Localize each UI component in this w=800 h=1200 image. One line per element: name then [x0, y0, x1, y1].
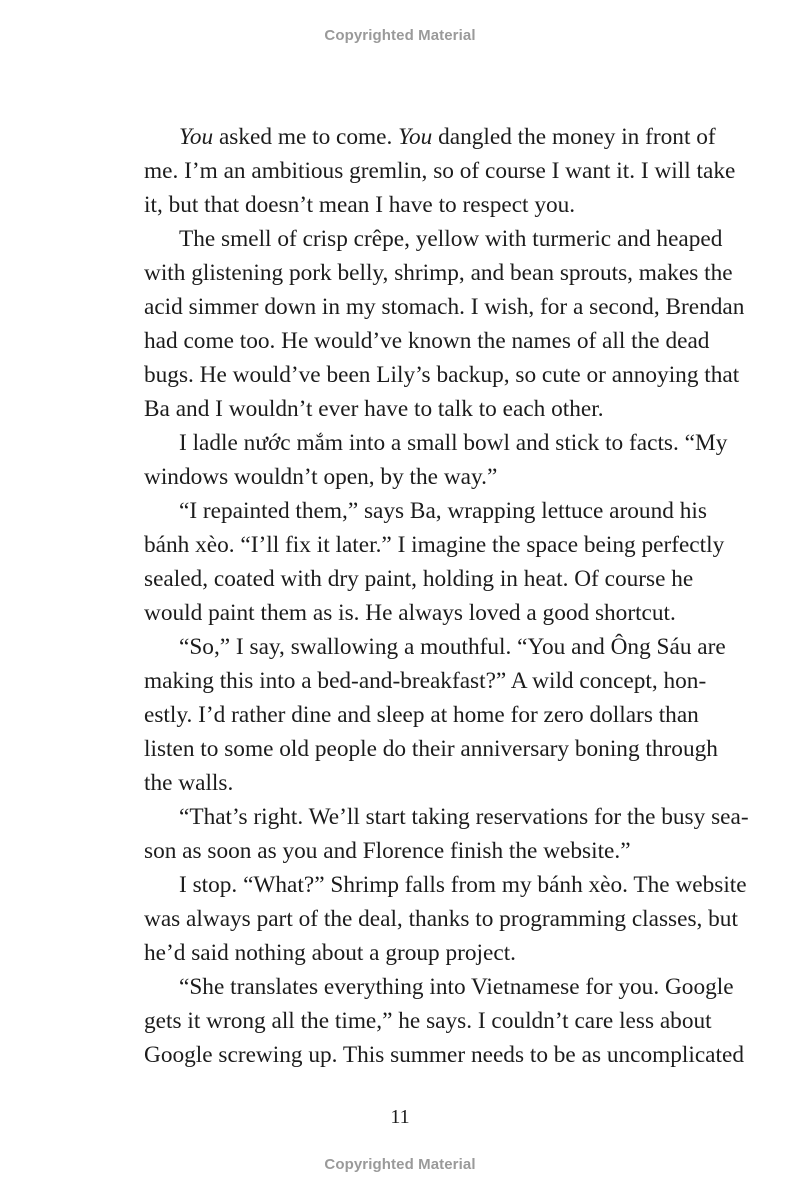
text-line: estly. I’d rather dine and sleep at home for zero dollars than: [144, 702, 699, 728]
text-line: listen to some old people do their anniversary boning through: [144, 736, 718, 762]
copyright-watermark-bottom: Copyrighted Material: [324, 1156, 476, 1173]
text-line: windows wouldn’t open, by the way.”: [144, 464, 498, 490]
text-line: “That’s right. We’ll start taking reservations for the busy sea-: [179, 804, 749, 830]
paragraph-3: [109, 426, 728, 494]
italic-emphasis: You: [398, 124, 433, 150]
text-fragment: asked me to come.: [218, 124, 399, 150]
text-line: [109, 120, 716, 154]
book-page-text: [109, 120, 749, 1072]
text-line: with glistening pork belly, shrimp, and bean sprouts, makes the: [144, 260, 733, 286]
paragraph-4: [109, 494, 725, 630]
text-line: the walls.: [144, 770, 234, 796]
text-line: bugs. He would’ve been Lily’s backup, so cute or annoying that: [144, 362, 740, 388]
paragraph-5: [109, 630, 726, 800]
text-line: gets it wrong all the time,” he says. I couldn’t care less about: [144, 1008, 712, 1034]
text-line: The smell of crisp crêpe, yellow with turmeric and heaped: [179, 226, 723, 252]
text-line: “She translates everything into Vietnamese for you. Google: [179, 974, 734, 1000]
italic-emphasis: You: [179, 124, 214, 150]
text-line: would paint them as is. He always loved a good shortcut.: [144, 600, 676, 626]
text-line: me. I’m an ambitious gremlin, so of course I want it. I will take: [144, 158, 736, 184]
paragraph-8: [109, 970, 744, 1072]
paragraph-1: [109, 120, 736, 222]
text-line: sealed, coated with dry paint, holding in heat. Of course he: [144, 566, 694, 592]
text-line: “So,” I say, swallowing a mouthful. “You and Ông Sáu are: [179, 634, 726, 660]
text-line: I ladle nước mắm into a small bowl and stick to facts. “My: [179, 430, 728, 456]
text-line: was always part of the deal, thanks to programming classes, but: [144, 906, 738, 932]
text-line: Google screwing up. This summer needs to be as uncomplicated: [144, 1042, 744, 1068]
text-fragment: dangled the money in front of: [438, 124, 716, 150]
text-line: making this into a bed-and-breakfast?” A wild concept, hon-: [144, 668, 707, 694]
text-line: bánh xèo. “I’ll fix it later.” I imagine the space being perfectly: [144, 532, 725, 558]
text-line: “I repainted them,” says Ba, wrapping lettuce around his: [179, 498, 707, 524]
text-line: had come too. He would’ve known the names of all the dead: [144, 328, 710, 354]
paragraph-7: [109, 868, 747, 970]
text-line: he’d said nothing about a group project.: [144, 940, 517, 966]
text-line: it, but that doesn’t mean I have to respect you.: [144, 192, 576, 218]
text-line: son as soon as you and Florence finish the website.”: [144, 838, 631, 864]
paragraph-6: [109, 800, 749, 868]
copyright-watermark-top: Copyrighted Material: [324, 27, 476, 44]
text-line: I stop. “What?” Shrimp falls from my bánh xèo. The website: [179, 872, 747, 898]
text-line: acid simmer down in my stomach. I wish, for a second, Brendan: [144, 294, 745, 320]
text-line: Ba and I wouldn’t ever have to talk to each other.: [144, 396, 604, 422]
page-number: 11: [390, 1106, 410, 1128]
paragraph-2: [109, 222, 745, 426]
